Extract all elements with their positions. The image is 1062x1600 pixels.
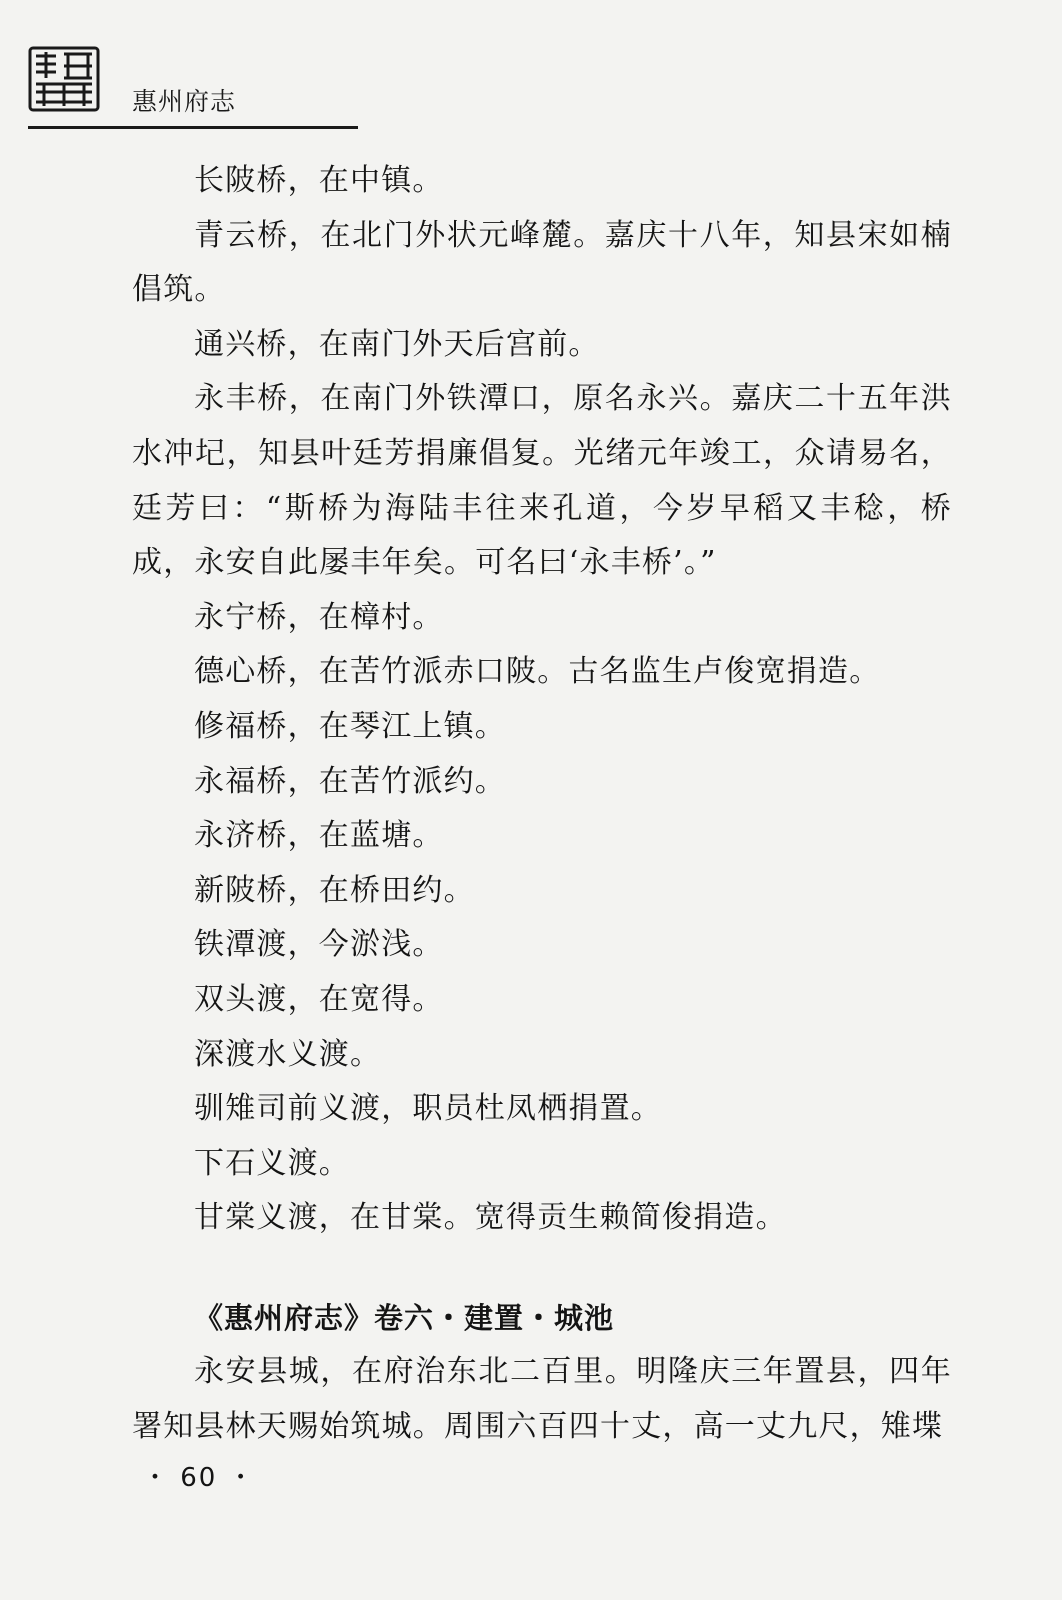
header-title: 惠州府志 [132, 87, 237, 116]
paragraph: 深渡水义渡。 [194, 1036, 382, 1072]
paragraph: 德心桥，在苦竹派赤口陂。古名监生卢俊宽捐造。 [194, 654, 881, 690]
seal-logo [28, 46, 100, 112]
seal-logo-icon [28, 46, 100, 112]
paragraph: 永福桥，在苦竹派约。 [194, 763, 506, 799]
paragraph: 通兴桥，在南门外天后宫前。 [194, 326, 600, 362]
paragraph: 永宁桥，在樟村。 [194, 599, 444, 635]
paragraph: 铁潭渡，今淤浅。 [194, 927, 444, 963]
paragraph: 修福桥，在琴江上镇。 [194, 708, 506, 744]
paragraph: 长陂桥，在中镇。 [194, 163, 444, 198]
paragraph: 永丰桥，在南门外铁潭口，原名永兴。嘉庆二十五年洪水冲圮，知县叶廷芳捐廉倡复。光绪元年竣工，众请易名，廷芳曰：“斯桥为海陆丰往来孔道，今岁早稻又丰稔，桥成，永安自此屡丰年矣。可名曰‘永丰桥’。” [132, 381, 952, 581]
paragraph: 青云桥，在北门外状元峰麓。嘉庆十八年，知县宋如楠倡筑。 [132, 217, 952, 308]
body-text [132, 154, 952, 1455]
section-heading: 《惠州府志》卷六・建置・城池 [194, 1300, 615, 1335]
paragraph: 双头渡，在宽得。 [194, 981, 444, 1017]
paragraph: 永济桥，在蓝塘。 [194, 818, 444, 854]
paragraph: 新陂桥，在桥田约。 [194, 872, 475, 908]
paragraph: 甘棠义渡，在甘棠。宽得贡生赖简俊捐造。 [194, 1200, 787, 1236]
header-rule [28, 126, 358, 129]
paragraph: 下石义渡。 [194, 1145, 350, 1181]
section-paragraph: 永安县城，在府治东北二百里。明隆庆三年置县，四年署知县林天赐始筑城。周围六百四十丈，高一丈九尺，雉堞 [132, 1354, 952, 1445]
paragraph: 驯雉司前义渡，职员杜凤栖捐置。 [194, 1091, 662, 1127]
page-number: ・ 60 ・ [142, 1463, 256, 1493]
